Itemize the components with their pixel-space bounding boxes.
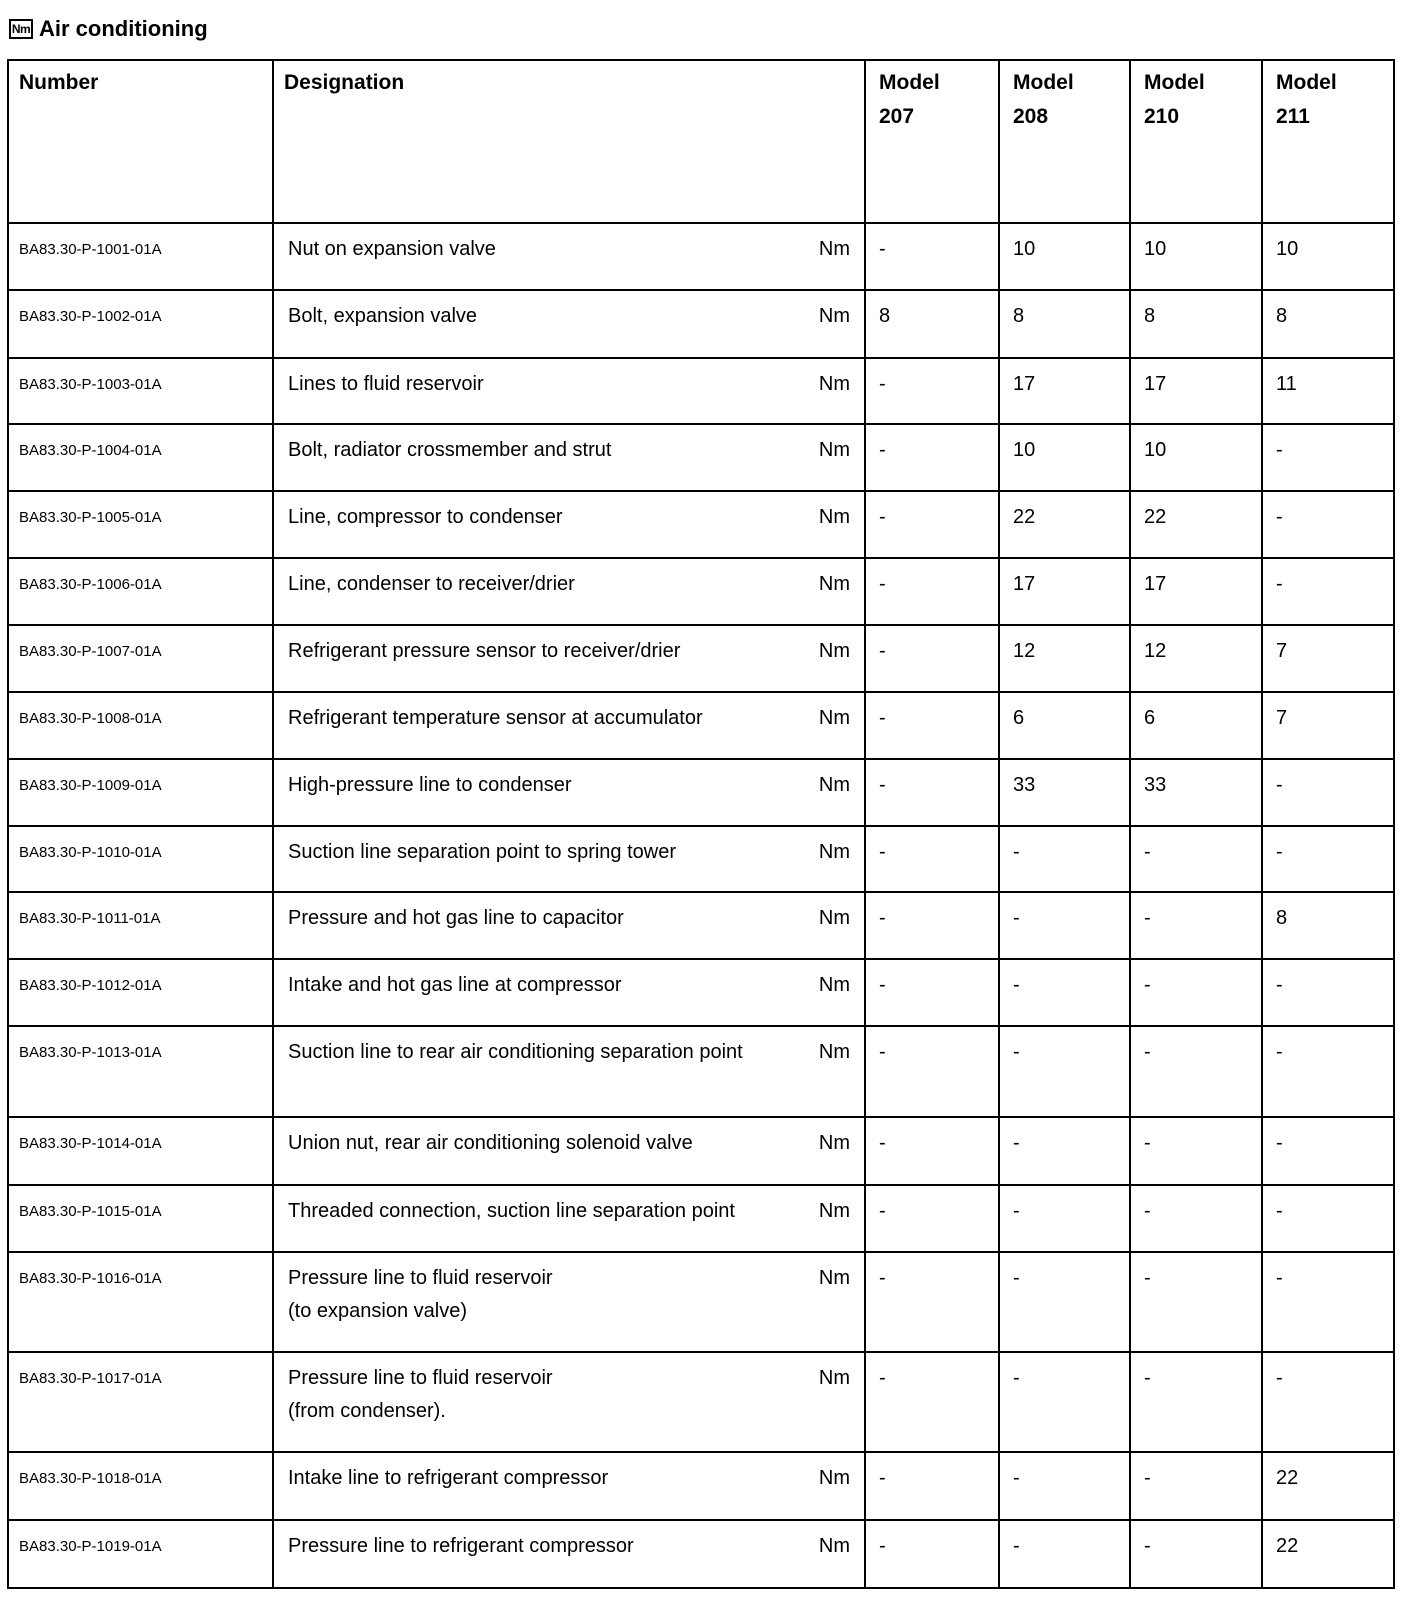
unit-label: Nm <box>818 1267 850 1289</box>
torque-value-model-211: - <box>1262 491 1394 558</box>
designation-text <box>288 1466 768 1491</box>
torque-value-model-207: - <box>865 1452 999 1520</box>
unit-label: Nm <box>818 1132 850 1154</box>
designation-cell <box>273 1252 865 1352</box>
torque-value-model-207: - <box>865 625 999 692</box>
table-row <box>8 491 1394 558</box>
table-row <box>8 1117 1394 1185</box>
torque-value-model-207: - <box>865 223 999 290</box>
unit-label: Nm <box>818 907 850 929</box>
torque-value-model-207: - <box>865 1252 999 1352</box>
torque-value-model-210: 10 <box>1130 424 1262 491</box>
torque-value-model-208: - <box>999 959 1130 1026</box>
torque-value-model-207: - <box>865 892 999 959</box>
designation-line-1: Refrigerant temperature sensor at accumulator <box>288 707 703 729</box>
torque-value-model-211: - <box>1262 1185 1394 1252</box>
torque-value-model-208: - <box>999 1452 1130 1520</box>
designation-text <box>288 840 768 865</box>
table-row <box>8 1452 1394 1520</box>
torque-value-model-208: - <box>999 892 1130 959</box>
designation-cell <box>273 1352 865 1452</box>
designation-text <box>288 1534 768 1559</box>
page-title: Air conditioning <box>39 16 208 41</box>
torque-value-model-211: - <box>1262 1117 1394 1185</box>
column-header-model-211: Model 211 <box>1262 60 1394 223</box>
table-row <box>8 1026 1394 1117</box>
part-number: BA83.30-P-1018-01A <box>8 1452 273 1520</box>
part-number: BA83.30-P-1015-01A <box>8 1185 273 1252</box>
part-number: BA83.30-P-1005-01A <box>8 491 273 558</box>
torque-value-model-207: - <box>865 759 999 826</box>
designation-line-1: Suction line separation point to spring tower <box>288 841 677 863</box>
torque-value-model-210: 17 <box>1130 358 1262 424</box>
table-row <box>8 959 1394 1026</box>
designation-text <box>288 572 768 597</box>
unit-label: Nm <box>818 707 850 729</box>
column-header-designation: Designation <box>273 60 865 223</box>
designation-cell <box>273 1452 865 1520</box>
torque-value-model-211: 22 <box>1262 1452 1394 1520</box>
designation-text <box>288 237 768 262</box>
designation-cell <box>273 759 865 826</box>
unit-label: Nm <box>818 1367 850 1389</box>
unit-label: Nm <box>818 974 850 996</box>
designation-text <box>288 438 768 463</box>
torque-value-model-208: 33 <box>999 759 1130 826</box>
unit-label: Nm <box>818 506 850 528</box>
unit-label: Nm <box>818 238 850 260</box>
table-row <box>8 892 1394 959</box>
designation-line-2: (from condenser). <box>288 1400 446 1422</box>
torque-value-model-207: - <box>865 692 999 759</box>
part-number: BA83.30-P-1019-01A <box>8 1520 273 1588</box>
torque-value-model-210: 6 <box>1130 692 1262 759</box>
torque-value-model-210: - <box>1130 892 1262 959</box>
torque-value-model-210: - <box>1130 1520 1262 1588</box>
torque-value-model-211: 8 <box>1262 892 1394 959</box>
designation-cell <box>273 1026 865 1117</box>
torque-value-model-210: 8 <box>1130 290 1262 358</box>
designation-cell <box>273 424 865 491</box>
torque-value-model-207: - <box>865 558 999 625</box>
designation-line-1: Lines to fluid reservoir <box>288 373 484 395</box>
designation-cell <box>273 290 865 358</box>
designation-text <box>288 1040 768 1065</box>
part-number: BA83.30-P-1007-01A <box>8 625 273 692</box>
designation-line-1: Bolt, expansion valve <box>288 305 478 327</box>
column-header-model-207: Model 207 <box>865 60 999 223</box>
torque-value-model-210: 12 <box>1130 625 1262 692</box>
torque-value-model-207: - <box>865 491 999 558</box>
table-row <box>8 1252 1394 1352</box>
torque-value-model-208: 6 <box>999 692 1130 759</box>
torque-value-model-211: - <box>1262 826 1394 892</box>
designation-line-1: Intake and hot gas line at compressor <box>288 974 622 996</box>
torque-value-model-210: 22 <box>1130 491 1262 558</box>
table-row <box>8 424 1394 491</box>
table-row <box>8 692 1394 759</box>
torque-value-model-208: - <box>999 1185 1130 1252</box>
designation-text <box>288 906 768 931</box>
part-number: BA83.30-P-1002-01A <box>8 290 273 358</box>
unit-label: Nm <box>818 774 850 796</box>
part-number: BA83.30-P-1013-01A <box>8 1026 273 1117</box>
unit-label: Nm <box>818 1535 850 1557</box>
part-number: BA83.30-P-1012-01A <box>8 959 273 1026</box>
designation-line-1: Line, condenser to receiver/drier <box>288 573 575 595</box>
torque-value-model-208: 10 <box>999 424 1130 491</box>
torque-value-model-208: - <box>999 1252 1130 1352</box>
unit-label: Nm <box>818 305 850 327</box>
torque-value-model-210: - <box>1130 1117 1262 1185</box>
torque-value-model-211: 10 <box>1262 223 1394 290</box>
table-row <box>8 290 1394 358</box>
designation-cell <box>273 491 865 558</box>
designation-cell <box>273 1185 865 1252</box>
torque-value-model-207: - <box>865 424 999 491</box>
torque-value-model-208: - <box>999 1520 1130 1588</box>
unit-label: Nm <box>818 1467 850 1489</box>
part-number: BA83.30-P-1016-01A <box>8 1252 273 1352</box>
designation-line-1: Intake line to refrigerant compressor <box>288 1467 609 1489</box>
designation-cell <box>273 223 865 290</box>
designation-cell <box>273 692 865 759</box>
table-row <box>8 1520 1394 1588</box>
designation-line-1: Union nut, rear air conditioning solenoid valve <box>288 1132 693 1154</box>
torque-value-model-208: - <box>999 1026 1130 1117</box>
designation-line-1: Suction line to rear air conditioning separation point <box>288 1041 743 1063</box>
part-number: BA83.30-P-1006-01A <box>8 558 273 625</box>
torque-value-model-207: - <box>865 1520 999 1588</box>
designation-cell <box>273 1520 865 1588</box>
torque-value-model-210: - <box>1130 959 1262 1026</box>
designation-line-1: Line, compressor to condenser <box>288 506 563 528</box>
designation-cell <box>273 892 865 959</box>
torque-value-model-208: - <box>999 1352 1130 1452</box>
column-header-model-210: Model 210 <box>1130 60 1262 223</box>
torque-value-model-207: 8 <box>865 290 999 358</box>
part-number: BA83.30-P-1008-01A <box>8 692 273 759</box>
unit-label: Nm <box>818 1200 850 1222</box>
part-number: BA83.30-P-1014-01A <box>8 1117 273 1185</box>
torque-value-model-210: - <box>1130 1185 1262 1252</box>
torque-value-model-210: 10 <box>1130 223 1262 290</box>
column-header-number: Number <box>8 60 273 223</box>
torque-value-model-211: 8 <box>1262 290 1394 358</box>
designation-cell <box>273 625 865 692</box>
torque-value-model-208: - <box>999 1117 1130 1185</box>
torque-value-model-207: - <box>865 826 999 892</box>
unit-label: Nm <box>818 640 850 662</box>
designation-text <box>288 304 768 329</box>
torque-value-model-210: - <box>1130 1452 1262 1520</box>
table-row <box>8 1185 1394 1252</box>
torque-table <box>7 59 1395 1589</box>
unit-label: Nm <box>818 1041 850 1063</box>
torque-value-model-208: 10 <box>999 223 1130 290</box>
designation-text <box>288 372 768 397</box>
designation-line-2: (to expansion valve) <box>288 1300 467 1322</box>
torque-value-model-210: 33 <box>1130 759 1262 826</box>
table-row <box>8 625 1394 692</box>
designation-cell <box>273 558 865 625</box>
torque-value-model-211: - <box>1262 1352 1394 1452</box>
torque-value-model-208: 8 <box>999 290 1130 358</box>
unit-label: Nm <box>818 439 850 461</box>
designation-text <box>288 773 768 798</box>
torque-value-model-211: - <box>1262 759 1394 826</box>
designation-line-1: Pressure line to refrigerant compressor <box>288 1535 634 1557</box>
table-row <box>8 826 1394 892</box>
torque-value-model-211: - <box>1262 558 1394 625</box>
designation-line-1: High-pressure line to condenser <box>288 774 572 796</box>
torque-value-model-210: 17 <box>1130 558 1262 625</box>
torque-value-model-208: 22 <box>999 491 1130 558</box>
designation-text <box>288 706 768 731</box>
unit-label: Nm <box>818 573 850 595</box>
torque-value-model-207: - <box>865 358 999 424</box>
designation-cell <box>273 358 865 424</box>
torque-value-model-211: - <box>1262 1026 1394 1117</box>
part-number: BA83.30-P-1010-01A <box>8 826 273 892</box>
designation-cell <box>273 1117 865 1185</box>
designation-line-1: Pressure and hot gas line to capacitor <box>288 907 624 929</box>
torque-value-model-208: 12 <box>999 625 1130 692</box>
torque-value-model-208: 17 <box>999 558 1130 625</box>
designation-line-1: Bolt, radiator crossmember and strut <box>288 439 612 461</box>
torque-value-model-210: - <box>1130 1252 1262 1352</box>
torque-value-model-208: - <box>999 826 1130 892</box>
designation-line-1: Refrigerant pressure sensor to receiver/drier <box>288 640 681 662</box>
torque-value-model-207: - <box>865 1352 999 1452</box>
part-number: BA83.30-P-1011-01A <box>8 892 273 959</box>
torque-value-model-211: 22 <box>1262 1520 1394 1588</box>
designation-text <box>288 1266 768 1324</box>
designation-text <box>288 973 768 998</box>
designation-cell <box>273 959 865 1026</box>
part-number: BA83.30-P-1017-01A <box>8 1352 273 1452</box>
torque-value-model-211: 7 <box>1262 692 1394 759</box>
part-number: BA83.30-P-1001-01A <box>8 223 273 290</box>
designation-text <box>288 1366 768 1424</box>
torque-value-model-210: - <box>1130 826 1262 892</box>
part-number: BA83.30-P-1004-01A <box>8 424 273 491</box>
column-header-model-208: Model 208 <box>999 60 1130 223</box>
table-row <box>8 1352 1394 1452</box>
designation-text <box>288 1199 768 1224</box>
torque-value-model-211: - <box>1262 1252 1394 1352</box>
torque-value-model-211: 11 <box>1262 358 1394 424</box>
torque-value-model-207: - <box>865 1117 999 1185</box>
unit-label: Nm <box>818 841 850 863</box>
designation-line-1: Nut on expansion valve <box>288 238 496 260</box>
designation-cell <box>273 826 865 892</box>
torque-value-model-207: - <box>865 959 999 1026</box>
torque-value-model-211: - <box>1262 959 1394 1026</box>
torque-value-model-207: - <box>865 1026 999 1117</box>
table-row <box>8 759 1394 826</box>
designation-text <box>288 639 768 664</box>
designation-text <box>288 505 768 530</box>
table-row <box>8 558 1394 625</box>
table-row <box>8 358 1394 424</box>
table-row <box>8 223 1394 290</box>
torque-value-model-210: - <box>1130 1026 1262 1117</box>
part-number: BA83.30-P-1009-01A <box>8 759 273 826</box>
designation-line-1: Pressure line to fluid reservoir <box>288 1367 553 1389</box>
torque-value-model-211: - <box>1262 424 1394 491</box>
part-number: BA83.30-P-1003-01A <box>8 358 273 424</box>
torque-value-model-210: - <box>1130 1352 1262 1452</box>
table-header-row <box>8 60 1394 223</box>
designation-text <box>288 1131 768 1156</box>
designation-line-1: Threaded connection, suction line separation point <box>288 1200 735 1222</box>
torque-value-model-211: 7 <box>1262 625 1394 692</box>
torque-value-model-208: 17 <box>999 358 1130 424</box>
designation-line-1: Pressure line to fluid reservoir <box>288 1267 553 1289</box>
section-title <box>9 14 208 44</box>
torque-value-model-207: - <box>865 1185 999 1252</box>
torque-nm-icon: Nm <box>9 19 33 39</box>
unit-label: Nm <box>818 373 850 395</box>
